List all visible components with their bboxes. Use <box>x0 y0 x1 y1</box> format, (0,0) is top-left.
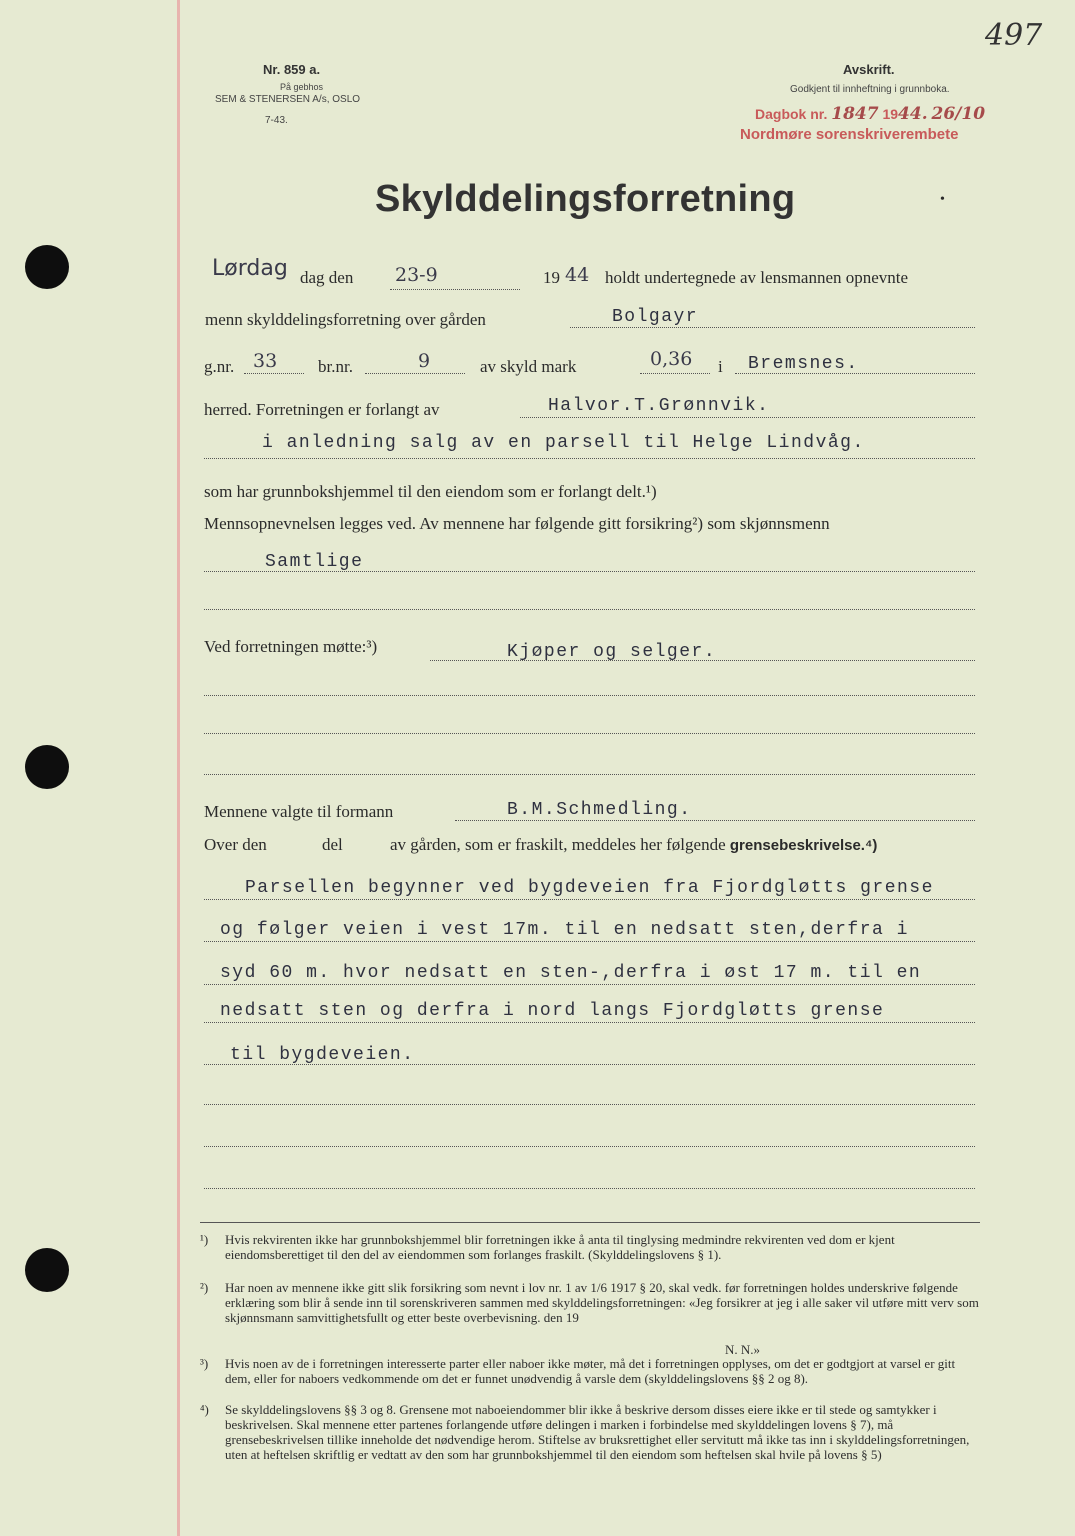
grense-text-b: grensebeskrivelse.⁴) <box>729 837 878 854</box>
printer-date: 7-43. <box>265 115 288 126</box>
gnr-value: 33 <box>253 350 278 372</box>
dagbok-year-prefix: 19 <box>882 106 899 122</box>
footnote-2 <box>200 1280 980 1325</box>
description-rule <box>204 899 975 900</box>
farm-value: Bolgayr <box>612 307 699 327</box>
punch-hole <box>25 745 69 789</box>
dagbok-number: 1847 <box>831 104 879 124</box>
footnote-text: Hvis rekvirenten ikke har grunnbokshjemmel blir forretningen ikke å anta til tinglysing medmindre rekvirenten ved dom er kjent eiendomsberettiget til den del av eiendommen som forlanges fraskilt. (Skylddelingslovens § 1). <box>225 1232 895 1262</box>
year-value: 44 <box>565 264 590 286</box>
footnote-3 <box>200 1356 980 1386</box>
footnote-number: ⁴) <box>200 1402 209 1417</box>
punch-hole <box>25 245 69 289</box>
office-stamp: Nordmøre sorenskriverembete <box>740 126 959 143</box>
footnote-number: ¹) <box>200 1232 209 1247</box>
punch-hole <box>25 1248 69 1292</box>
footnote-signature <box>725 1342 825 1357</box>
description-rule <box>204 1064 975 1065</box>
footnote-signature-text: N. N.» <box>725 1342 761 1357</box>
description-line: og følger veien i vest 17m. til en nedsatt sten,derfra i <box>220 920 909 940</box>
date-rule <box>390 289 520 290</box>
description-rule <box>204 941 975 942</box>
forsikring-rule <box>204 571 975 572</box>
blank-rule <box>204 609 975 610</box>
avskrift-label: Avskrift. <box>843 62 895 77</box>
grunnbok-text: som har grunnbokshjemmel til den eiendom som er forlangt delt.¹) <box>204 482 657 501</box>
brnr-value: 9 <box>418 350 431 372</box>
printer-line: På gebhos <box>280 82 324 92</box>
skyld-rule <box>640 373 710 374</box>
gard-label: menn skylddelingsforretning over gården <box>205 310 486 329</box>
dot-mark: • <box>940 192 945 207</box>
forsikring-value: Samtlige <box>265 552 364 572</box>
i-label: i <box>718 357 723 376</box>
skyld-value: 0,36 <box>650 348 693 370</box>
year-prefix: 19 <box>543 268 560 287</box>
municipality-rule <box>735 373 975 374</box>
description-line: til bygdeveien. <box>230 1045 415 1065</box>
weekday-value: Lørdag <box>212 256 288 281</box>
requester-value: Halvor.T.Grønnvik. <box>548 396 770 416</box>
motte-label: Ved forretningen møtte:³) <box>204 637 378 656</box>
gnr-rule <box>244 373 304 374</box>
grense-text-a: av gården, som er fraskilt, meddeles her følgende <box>390 835 726 854</box>
skyld-label: av skyld mark <box>480 357 577 376</box>
requester-rule <box>520 417 975 418</box>
footnote-number: ³) <box>200 1356 209 1371</box>
dagbok-date: 26/10 <box>931 104 986 124</box>
description-rule <box>204 1022 975 1023</box>
over-den-label: Over den <box>204 835 267 854</box>
brnr-label: br.nr. <box>318 357 353 376</box>
herred-label: herred. Forretningen er forlangt av <box>204 400 440 419</box>
formann-value: B.M.Schmedling. <box>507 800 692 820</box>
blank-rule <box>204 695 975 696</box>
margin-line <box>177 0 180 1536</box>
footnote-text: Se skylddelingslovens §§ 3 og 8. Grensene mot naboeiendommer blir ikke å beskrive dersom disses eiere ikke er til stede og samtykker i beskrivelsen. Skal mennene etter partenes forlangende utføre delingen i marken i forbindelse med skylddelingen lovens § 7), må grensebeskrivelsen tillike inneholde det nødvendige herom. Stiftelse av bruksrettighet eller servitutt må ikke tas inn i skylddelingsforretningen, uten at heftelsen skriftlig er vedtatt av den som har grunnbokshjemmel til den eiendom som heftelsen skal hvile på lovens § 5) <box>225 1402 970 1462</box>
municipality-value: Bremsnes. <box>748 354 859 374</box>
footnote-1 <box>200 1232 980 1262</box>
blank-rule <box>204 774 975 775</box>
description-line: nedsatt sten og derfra i nord langs Fjordgløtts grense <box>220 1001 885 1021</box>
document-title: Skylddelingsforretning <box>375 178 796 220</box>
page-number: 497 <box>985 18 1043 53</box>
dagbok-year: 44. <box>898 104 928 124</box>
description-line: Parsellen begynner ved bygdeveien fra Fjordgløtts grense <box>245 878 934 898</box>
footnote-4 <box>200 1402 980 1462</box>
dagbok-label: Dagbok nr. <box>755 106 828 122</box>
mennsopnevnelsen-text: Mennsopnevnelsen legges ved. Av mennene har følgende gitt forsikring²) som skjønnsmenn <box>204 514 830 533</box>
footnote-number: ²) <box>200 1280 209 1295</box>
dag-den-label: dag den <box>300 268 354 287</box>
opnevnte-text: holdt undertegnede av lensmannen opnevnte <box>605 268 909 287</box>
date-value: 23-9 <box>395 264 438 286</box>
footnote-text: Har noen av mennene ikke gitt slik forsikring som nevnt i lov nr. 1 av 1/6 1917 § 20, skal vedk. før forretningen holdes underskrive følgende erklæring som blir å sende inn til sorenskriveren sammen med skylddelingsforretningen: «Jeg forsikrer at jeg i alle saker vil utføre mitt verv som skjønnsmann samvittighetsfullt og etter beste overbevisning. den 19 <box>225 1280 979 1325</box>
formann-label: Mennene valgte til formann <box>204 802 394 821</box>
footnote-text: Hvis noen av de i forretningen interesserte parter eller naboer ikke møter, må det i forretningen opplyses, om det er godtgjort at varsel er gitt dem, eller for naboers vedkommende om det er funnet unødvendig å varsle dem (skylddelingslovens §§ 2 og 8). <box>225 1356 956 1386</box>
grense-text <box>390 835 877 855</box>
blank-rule <box>204 733 975 734</box>
formann-rule <box>455 820 975 821</box>
dagbok-stamp <box>755 104 985 124</box>
motte-value: Kjøper og selger. <box>507 642 717 662</box>
description-rule <box>204 984 975 985</box>
printer-name: SEM & STENERSEN A/s, OSLO <box>215 94 361 105</box>
motte-rule <box>430 660 975 661</box>
description-line: syd 60 m. hvor nedsatt en sten-,derfra i øst 17 m. til en <box>220 963 922 983</box>
godkjent-text: Godkjent til innheftning i grunnboka. <box>790 84 950 95</box>
footnote-separator <box>200 1222 980 1223</box>
blank-rule <box>204 1188 975 1189</box>
reason-value: i anledning salg av en parsell til Helge Lindvåg. <box>262 433 865 453</box>
reason-rule <box>204 458 975 459</box>
brnr-rule <box>365 373 465 374</box>
blank-rule <box>204 1146 975 1147</box>
del-label: del <box>322 835 343 854</box>
blank-rule <box>204 1104 975 1105</box>
farm-rule <box>570 327 975 328</box>
form-number: Nr. 859 a. <box>263 62 321 77</box>
gnr-label: g.nr. <box>204 357 235 376</box>
